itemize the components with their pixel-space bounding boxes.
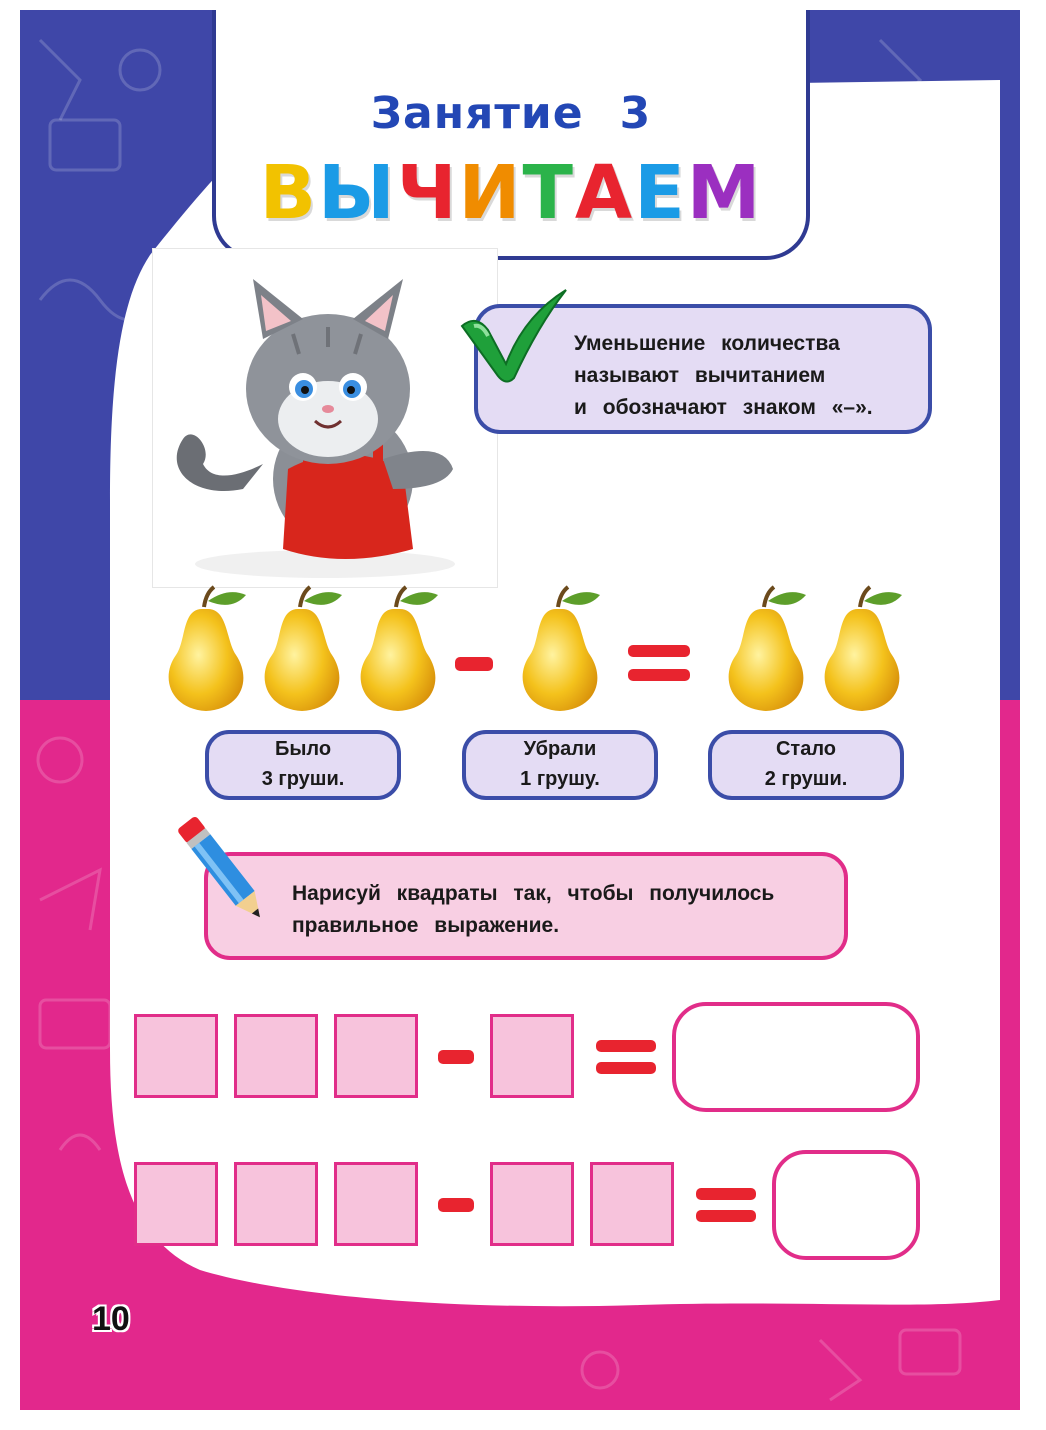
label-had-value: 3 груши. [261,768,345,790]
answer-box[interactable] [772,1150,920,1260]
rule-line-2: называют вычитанием [574,364,826,387]
square-cell[interactable] [234,1014,318,1098]
equals-sign [696,1210,756,1222]
minus-sign [455,657,493,671]
pears-example [150,585,930,720]
lesson-topic [216,150,806,236]
page-number: 10 [92,1300,130,1338]
square-cell[interactable] [134,1014,218,1098]
label-became-value: 2 груши. [764,768,848,790]
square-cell[interactable] [134,1162,218,1246]
topic-letter: И [458,150,523,236]
square-cell[interactable] [590,1162,674,1246]
pear-had [169,587,246,711]
label-removed-value: 1 грушу. [520,768,600,790]
square-cell[interactable] [334,1162,418,1246]
lesson-title [216,88,806,139]
equals-sign [596,1040,656,1052]
topic-letter: Т [522,150,575,236]
lesson-number: 3 [619,88,652,139]
label-became-title: Стало [775,738,837,760]
task-text [292,878,774,942]
checkmark-icon [454,286,574,384]
pear-left [825,587,902,711]
kitten-illustration [152,248,498,588]
topic-letter: Ч [396,150,459,236]
topic-letter: М [686,150,763,236]
topic-letter: Ы [318,150,397,236]
rule-text [574,328,873,424]
label-had [205,730,401,800]
minus-sign [438,1198,474,1212]
label-removed-title: Убрали [523,738,597,760]
pear-removed [523,587,600,711]
topic-letter: Е [634,150,687,236]
lesson-header [212,10,810,260]
task-box [204,852,848,960]
rule-line-1: Уменьшение количества [574,332,840,355]
pear-left [729,587,806,711]
pear-had [361,587,438,711]
equals-bottom [628,669,690,681]
topic-letter: А [574,150,635,236]
label-had-title: Было [274,738,332,760]
answer-box[interactable] [672,1002,920,1112]
rule-line-3: и обозначают знаком «–». [574,396,873,419]
pear-had [265,587,342,711]
pencil-icon [175,806,271,934]
task-line-2: правильное выражение. [292,914,560,937]
topic-letter: В [259,150,318,236]
square-cell[interactable] [490,1162,574,1246]
square-cell[interactable] [490,1014,574,1098]
equals-top [628,645,690,657]
lesson-label: Занятие [370,88,584,139]
square-cell[interactable] [234,1162,318,1246]
equals-sign [696,1188,756,1200]
minus-sign [438,1050,474,1064]
square-cell[interactable] [334,1014,418,1098]
task-line-1: Нарисуй квадраты так, чтобы получилось [292,882,775,905]
label-removed [462,730,658,800]
equals-sign [596,1062,656,1074]
label-became [708,730,904,800]
